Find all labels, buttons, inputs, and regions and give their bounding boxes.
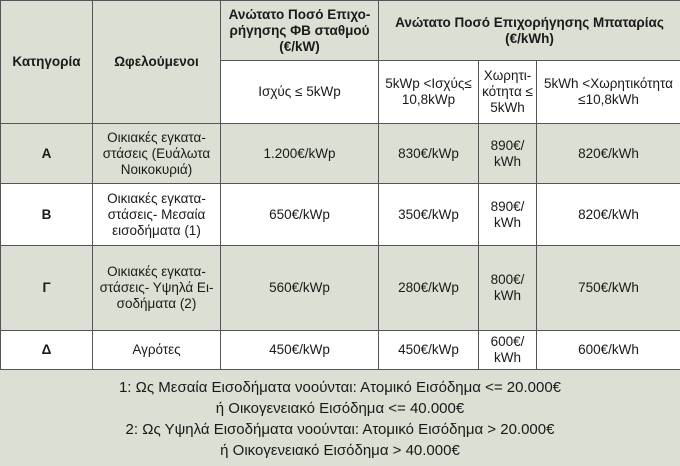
subheader-pv-power: Ισχύς ≤ 5kWp <box>221 61 379 124</box>
row-beneficiaries: Οικιακές εγκατα-στάσεις- Υψηλά Ει-σοδήματα (2) <box>93 246 221 331</box>
row-capacity-low-amount: 890€/ kWh <box>479 124 537 184</box>
row-beneficiaries: Οικιακές εγκατα-στάσεις (Ευάλωτα Νοικοκυριά) <box>93 124 221 184</box>
row-category: Β <box>1 184 93 246</box>
row-beneficiaries: Αγρότες <box>93 331 221 370</box>
header-pv-max: Ανώτατο Ποσό Επιχο-ρήγησης ΦΒ σταθμού (€/kW) <box>221 1 379 61</box>
row-power-range-amount: 280€/kWp <box>379 246 479 331</box>
row-pv-amount: 650€/kWp <box>221 184 379 246</box>
table-row <box>1 246 680 331</box>
row-capacity-low-amount: 600€/ kWh <box>479 331 537 370</box>
table-header-row <box>1 1 680 61</box>
row-category: Α <box>1 124 93 184</box>
row-power-range-amount: 350€/kWp <box>379 184 479 246</box>
row-capacity-low-amount: 800€/ kWh <box>479 246 537 331</box>
row-power-range-amount: 830€/kWp <box>379 124 479 184</box>
footnote-line: ή Οικογενειακό Εισόδημα <= 40.000€ <box>215 400 465 417</box>
header-beneficiaries: Ωφελούμενοι <box>93 1 221 124</box>
table-row <box>1 124 680 184</box>
row-pv-amount: 1.200€/kWp <box>221 124 379 184</box>
header-battery-max: Ανώτατο Ποσό Επιχορήγησης Μπαταρίας (€/kWh) <box>379 1 680 61</box>
row-beneficiaries: Οικιακές εγκατα-στάσεις- Μεσαία εισοδήματα (1) <box>93 184 221 246</box>
row-capacity-range-amount: 820€/kWh <box>537 124 680 184</box>
row-category: Δ <box>1 331 93 370</box>
footnote-line: 2: Ως Υψηλά Εισοδήματα νοούνται: Ατομικό Εισόδημα > 20.000€ <box>125 421 555 438</box>
row-power-range-amount: 450€/kWp <box>379 331 479 370</box>
row-capacity-range-amount: 750€/kWh <box>537 246 680 331</box>
table-row <box>1 184 680 246</box>
footnotes <box>0 370 680 466</box>
row-capacity-low-amount: 890€/ kWh <box>479 184 537 246</box>
table-row <box>1 331 680 370</box>
row-category: Γ <box>1 246 93 331</box>
row-capacity-range-amount: 600€/kWh <box>537 331 680 370</box>
row-capacity-range-amount: 820€/kWh <box>537 184 680 246</box>
row-pv-amount: 560€/kWp <box>221 246 379 331</box>
subheader-power-range: 5kWp <Ισχύς≤ 10,8kWp <box>379 61 479 124</box>
row-pv-amount: 450€/kWp <box>221 331 379 370</box>
footnote-line: ή Οικογενειακό Εισόδημα > 40.000€ <box>220 442 460 459</box>
footnote-line: 1: Ως Μεσαία Εισοδήματα νοούνται: Ατομικό Εισόδημα <= 20.000€ <box>118 379 562 396</box>
subheader-capacity-range: 5kWh <Χωρητικότητα ≤10,8kWh <box>537 61 680 124</box>
subheader-capacity-low: Χωρητι-κότητα ≤ 5kWh <box>479 61 537 124</box>
header-category: Κατηγορία <box>1 1 93 124</box>
